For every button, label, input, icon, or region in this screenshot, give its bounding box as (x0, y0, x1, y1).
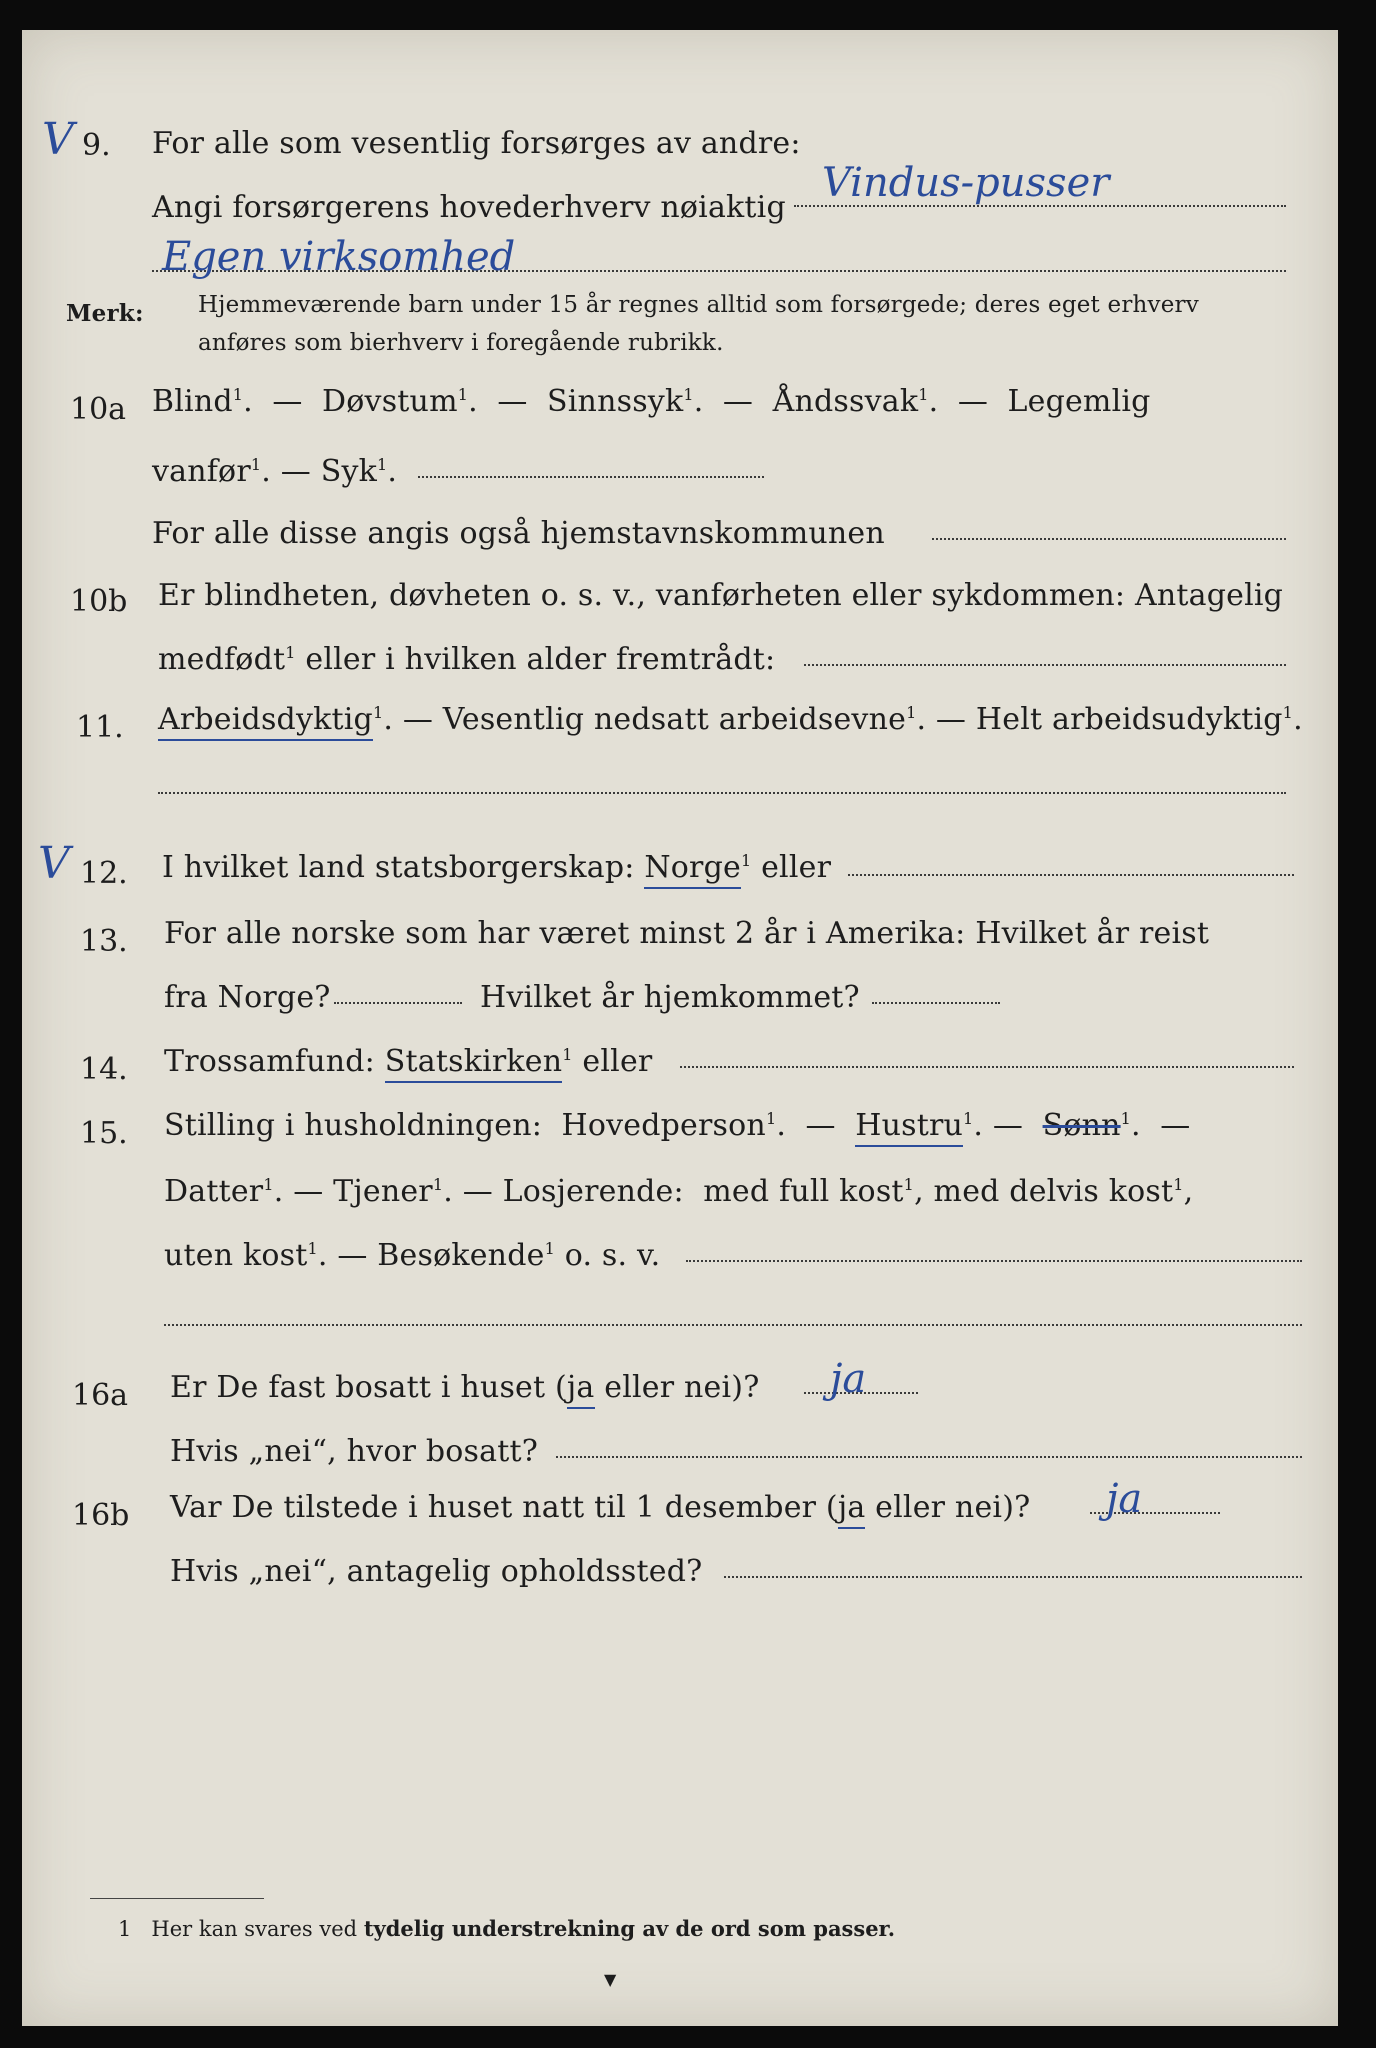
q10a-line3: For alle disse angis også hjemstavnskommunen (152, 516, 885, 551)
footnote-mark: 1 (118, 1917, 132, 1941)
census-form-page (22, 30, 1338, 2026)
option-tjener[interactable]: Tjener (333, 1174, 433, 1209)
q14-fill-line (680, 1066, 1294, 1068)
option-medfodt[interactable]: medfødt (158, 642, 286, 677)
option-vanfor[interactable]: vanfør (152, 454, 251, 489)
option-datter[interactable]: Datter (164, 1174, 264, 1209)
q16a-line1 (170, 1370, 759, 1405)
q9-line1: For alle som vesentlig forsørges av andre: (152, 126, 801, 161)
page-turn-marker-icon: ▼ (604, 1970, 617, 1989)
option-sinnssyk[interactable]: Sinnssyk (547, 384, 684, 419)
q15-line2: Datter$^1$. — Tjener$^1$. — Losjerende: med full kost$^1$, med delvis kost$^1$, (164, 1174, 1194, 1209)
q16a-text: Er De fast bosatt i huset ( (170, 1370, 567, 1405)
option-norge[interactable]: Norge (644, 850, 741, 889)
q9-answer-occupation-2[interactable]: Egen virksomhed (162, 234, 516, 280)
merk-label: Merk: (66, 300, 144, 327)
option-uten-kost[interactable]: uten kost (164, 1238, 308, 1273)
q10b-fill-line (804, 664, 1286, 666)
q14-eller: eller (582, 1044, 653, 1079)
option-sonn[interactable]: Sønn (1042, 1108, 1121, 1143)
q10a-fill-line-2 (932, 538, 1286, 540)
q14-number: 14. (80, 1052, 128, 1087)
option-andssvak[interactable]: Åndssvak (772, 384, 919, 419)
option-16a-ja[interactable]: ja (567, 1370, 595, 1409)
option-hovedperson[interactable]: Hovedperson (561, 1108, 766, 1143)
q13-line1: For alle norske som har været minst 2 år i Amerika: Hvilket år reist (164, 916, 1210, 951)
merk-line1: Hjemmeværende barn under 15 år regnes alltid som forsørgede; deres eget erhverv (198, 292, 1199, 318)
footnote-rule (90, 1898, 264, 1899)
option-nedsatt[interactable]: Vesentlig nedsatt arbeidsevne (442, 702, 907, 737)
q10a-line1: Blind$^1$. — Døvstum$^1$. — Sinnssyk$^1$. — Åndssvak$^1$. — Legemlig (152, 384, 1151, 419)
q16b-line2: Hvis „nei“, antagelig opholdssted? (170, 1554, 703, 1589)
option-udyktig[interactable]: Helt arbeidsudyktig (975, 702, 1283, 737)
q12-eller: eller (761, 850, 832, 885)
q14-line: Trossamfund: Statskirken$^1$ eller (164, 1044, 652, 1079)
q16a-line2: Hvis „nei“, hvor bosatt? (170, 1434, 539, 1469)
q15-osv: o. s. v. (564, 1238, 661, 1273)
q15-fill-line-1 (686, 1260, 1302, 1262)
q16a-number: 16a (72, 1378, 129, 1413)
option-losjerende: Losjerende: (502, 1174, 684, 1209)
option-legemlig[interactable]: Legemlig (1007, 384, 1151, 419)
q10a-line2: vanfør$^1$. — Syk$^1$. (152, 454, 398, 489)
q10b-line1: Er blindheten, døvheten o. s. v., vanførheten eller sykdommen: Antagelig (158, 578, 1284, 613)
q16b-number: 16b (72, 1498, 130, 1533)
q16b-line1 (170, 1490, 1030, 1525)
q13-line2b: Hvilket år hjemkommet? (480, 980, 860, 1015)
merk-line2: anføres som bierhverv i foregående rubrikk. (198, 330, 724, 356)
footnote-text-a: Her kan svares ved (151, 1917, 358, 1941)
checkmark-12: V (38, 838, 70, 889)
q15-text: Stilling i husholdningen: (164, 1108, 543, 1143)
q11-fill-line (158, 792, 1286, 794)
q13-fill-line-2 (872, 1002, 1000, 1004)
option-besokende[interactable]: Besøkende (377, 1238, 545, 1273)
q15-line1: Stilling i husholdningen: Hovedperson$^1$. — Hustru$^1$. — Sønn$^1$. — (164, 1108, 1190, 1143)
option-hustru[interactable]: Hustru (855, 1108, 963, 1147)
q10b-number: 10b (70, 584, 128, 619)
q11-number: 11. (76, 710, 124, 745)
q16b-text-end: eller nei)? (865, 1490, 1031, 1525)
option-statskirken[interactable]: Statskirken (385, 1044, 563, 1083)
option-16b-ja[interactable]: ja (838, 1490, 866, 1529)
option-med-full-kost[interactable]: med full kost (703, 1174, 904, 1209)
option-arbeidsdyktig[interactable]: Arbeidsdyktig (158, 702, 373, 741)
footnote (118, 1916, 895, 1941)
q12-text: I hvilket land statsborgerskap: (162, 850, 635, 885)
q13-fill-line-1 (334, 1002, 462, 1004)
q15-line3: uten kost$^1$. — Besøkende$^1$ o. s. v. (164, 1238, 661, 1273)
q9-number: 9. (82, 128, 111, 163)
q16b-text: Var De tilstede i huset natt til 1 desember ( (170, 1490, 838, 1525)
option-med-delvis-kost[interactable]: med delvis kost (933, 1174, 1174, 1209)
q13-line2a: fra Norge? (164, 980, 331, 1015)
option-blind[interactable]: Blind (152, 384, 233, 419)
q16a-answer[interactable]: ja (830, 1356, 867, 1402)
q9-answer-occupation[interactable]: Vindus-pusser (822, 160, 1110, 206)
q16a-text-end: eller nei)? (594, 1370, 760, 1405)
q10a-fill-line-1 (418, 476, 764, 478)
q12-fill-line (848, 874, 1294, 876)
option-syk[interactable]: Syk (320, 454, 377, 489)
checkmark-9: V (42, 114, 74, 165)
q14-text: Trossamfund: (164, 1044, 375, 1079)
q16a-fill-line-2 (556, 1456, 1302, 1458)
q9-line2: Angi forsørgerens hovederhverv nøiaktig (152, 190, 786, 225)
q16b-fill-line-2 (724, 1576, 1302, 1578)
q15-fill-line-2 (164, 1324, 1302, 1326)
footnote-text-b: tydelig understrekning av de ord som passer. (363, 1916, 896, 1941)
q12-line: I hvilket land statsborgerskap: Norge$^1$ eller (162, 850, 831, 885)
q11-line: Arbeidsdyktig$^1$. — Vesentlig nedsatt arbeidsevne$^1$. — Helt arbeidsudyktig$^1$. (158, 702, 1303, 737)
q12-number: 12. (80, 856, 128, 891)
q10b-line2-rest: eller i hvilken alder fremtrådt: (305, 642, 776, 677)
q16b-answer[interactable]: ja (1106, 1476, 1143, 1522)
q13-number: 13. (80, 924, 128, 959)
q10b-line2: medfødt$^1$ eller i hvilken alder fremtrådt: (158, 642, 776, 677)
q15-number: 15. (80, 1116, 128, 1151)
option-dovstum[interactable]: Døvstum (322, 384, 458, 419)
q10a-number: 10a (70, 392, 127, 427)
